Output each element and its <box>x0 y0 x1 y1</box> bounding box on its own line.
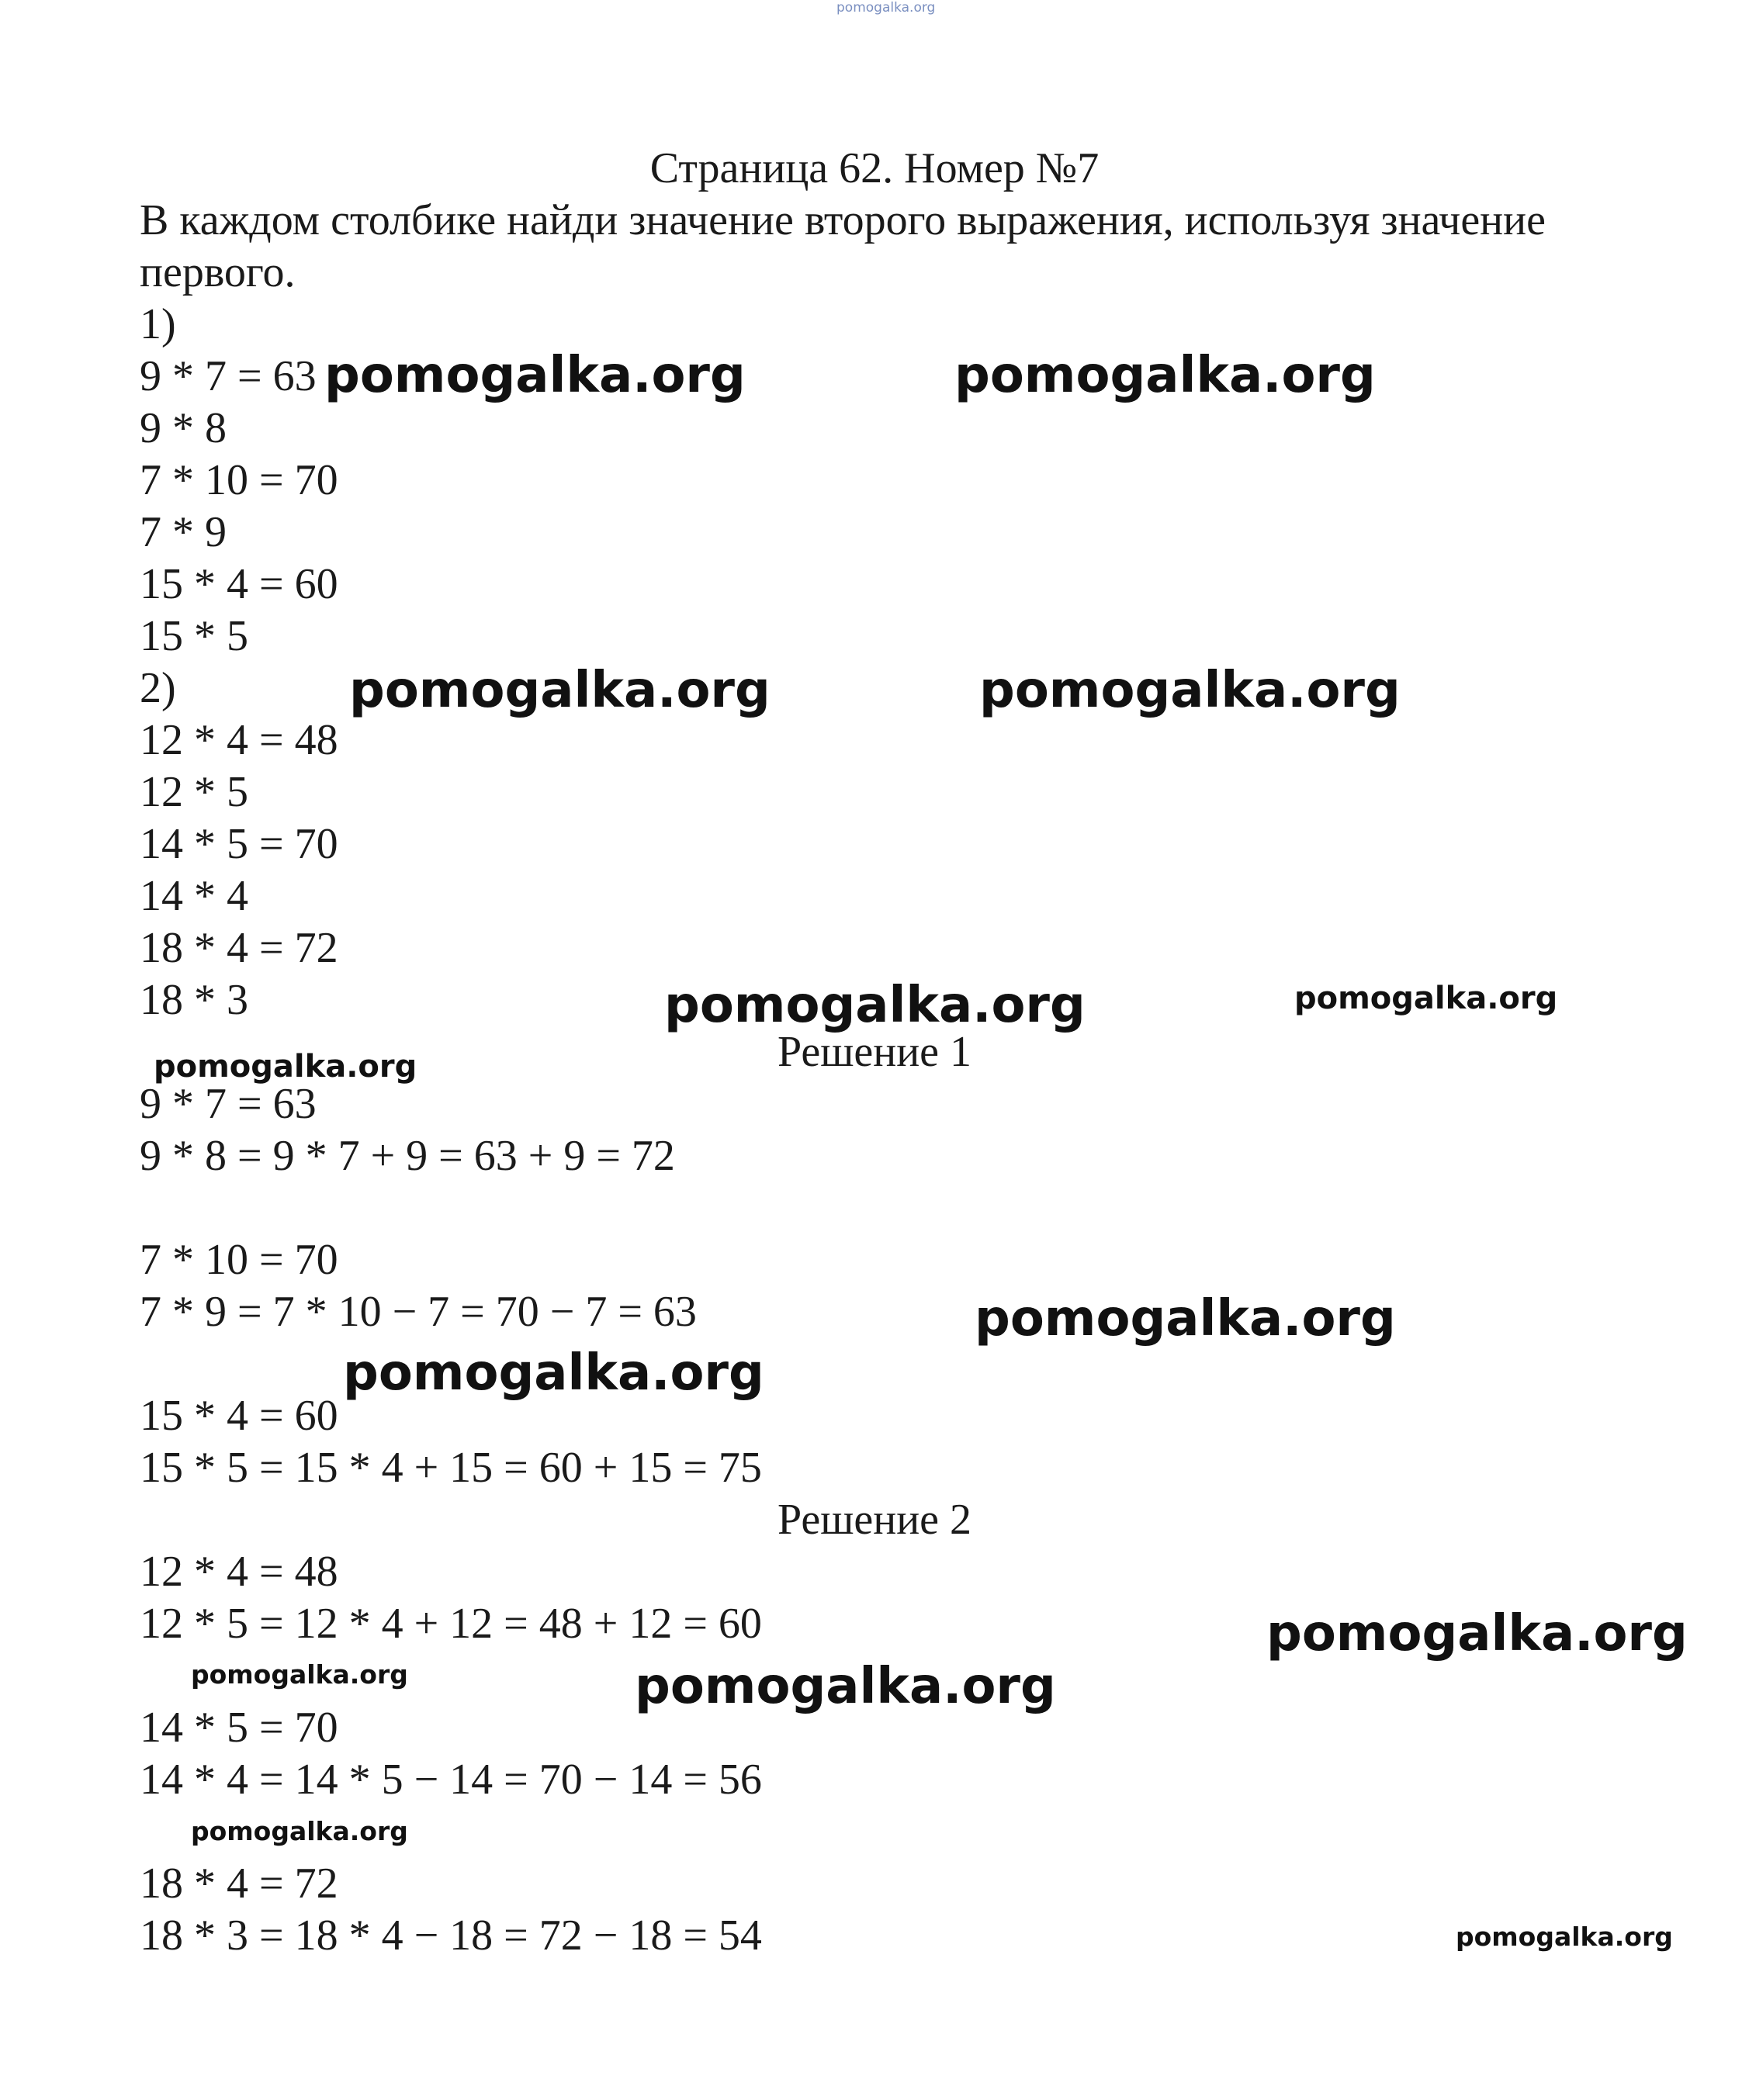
part1-line: 7 * 9 <box>140 508 227 556</box>
task-text-line-2: первого. <box>140 248 296 296</box>
page-title: Страница 62. Номер №7 <box>649 144 1100 192</box>
solution2-line: 18 * 4 = 72 <box>140 1860 338 1908</box>
solution2-line: 14 * 4 = 14 * 5 − 14 = 70 − 14 = 56 <box>140 1756 762 1804</box>
watermark: pomogalka.org <box>954 347 1376 404</box>
watermark: pomogalka.org <box>349 662 771 719</box>
solution1-line: 15 * 5 = 15 * 4 + 15 = 60 + 15 = 75 <box>140 1444 762 1492</box>
part1-line: 9 * 7 = 63 <box>140 352 317 400</box>
watermark: pomogalka.org <box>154 1049 417 1085</box>
solution2-line: 12 * 5 = 12 * 4 + 12 = 48 + 12 = 60 <box>140 1600 762 1648</box>
part1-line: 7 * 10 = 70 <box>140 456 338 504</box>
solution2-line: 12 * 4 = 48 <box>140 1548 338 1596</box>
watermark: pomogalka.org <box>324 347 746 404</box>
part2-label: 2) <box>140 664 176 712</box>
part2-line: 18 * 3 <box>140 976 248 1024</box>
watermark: pomogalka.org <box>975 1290 1396 1348</box>
part2-line: 14 * 4 <box>140 872 248 920</box>
watermark: pomogalka.org <box>191 1816 408 1846</box>
solution1-line: 7 * 10 = 70 <box>140 1236 338 1284</box>
watermark: pomogalka.org <box>343 1344 764 1402</box>
top-watermark: pomogalka.org <box>836 0 936 16</box>
part1-line: 15 * 5 <box>140 612 248 660</box>
part2-line: 18 * 4 = 72 <box>140 924 338 972</box>
solution2-line: 14 * 5 = 70 <box>140 1704 338 1752</box>
part1-line: 15 * 4 = 60 <box>140 560 338 608</box>
watermark: pomogalka.org <box>635 1658 1056 1715</box>
part2-line: 14 * 5 = 70 <box>140 820 338 868</box>
part2-line: 12 * 4 = 48 <box>140 716 338 764</box>
solution1-line: 7 * 9 = 7 * 10 − 7 = 70 − 7 = 63 <box>140 1288 697 1336</box>
part1-label: 1) <box>140 300 176 348</box>
watermark: pomogalka.org <box>1294 981 1558 1016</box>
watermark: pomogalka.org <box>1456 1922 1673 1952</box>
watermark: pomogalka.org <box>979 662 1401 719</box>
watermark: pomogalka.org <box>191 1659 408 1690</box>
task-text-line-1: В каждом столбике найди значение второго выражения, используя значение <box>140 196 1546 244</box>
solution1-heading: Решение 1 <box>777 1028 972 1076</box>
solution1-line: 9 * 8 = 9 * 7 + 9 = 63 + 9 = 72 <box>140 1132 675 1180</box>
solution1-line: 9 * 7 = 63 <box>140 1080 317 1128</box>
watermark: pomogalka.org <box>664 977 1086 1034</box>
watermark: pomogalka.org <box>1266 1605 1688 1662</box>
part2-line: 12 * 5 <box>140 768 248 816</box>
part1-line: 9 * 8 <box>140 404 227 452</box>
solution1-line: 15 * 4 = 60 <box>140 1392 338 1440</box>
solution2-line: 18 * 3 = 18 * 4 − 18 = 72 − 18 = 54 <box>140 1911 762 1960</box>
solution2-heading: Решение 2 <box>777 1496 972 1544</box>
